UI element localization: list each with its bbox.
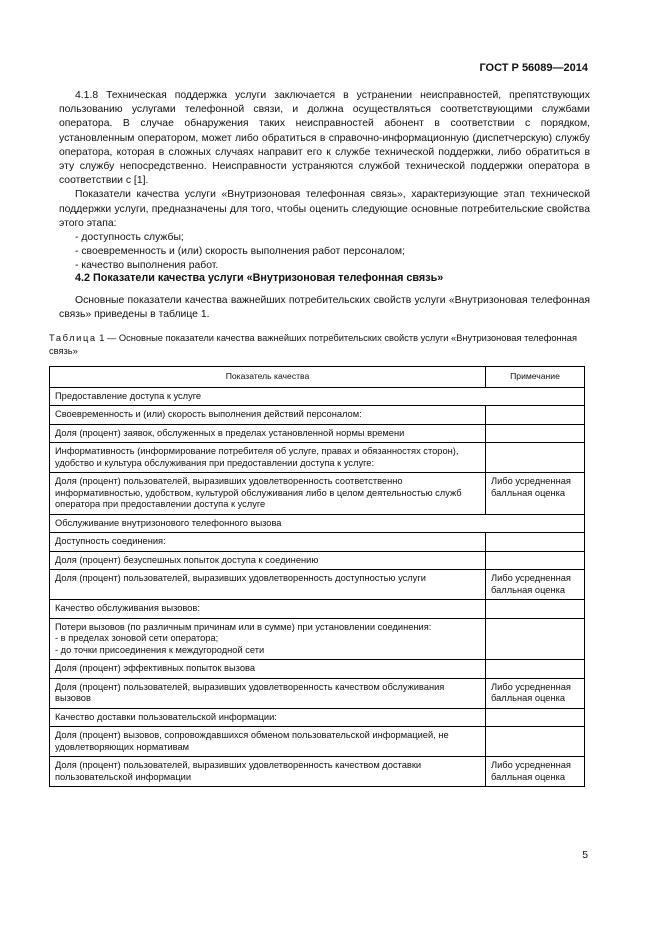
table-row: [50, 473, 585, 515]
note-cell: Либо усредненная балльная оценка: [486, 473, 585, 515]
note-cell: [486, 618, 585, 660]
note-cell: Либо усредненная балльная оценка: [486, 678, 585, 708]
list-item: - качество выполнения работ.: [75, 260, 219, 272]
note-cell: [486, 406, 585, 425]
indicator-cell: Информативность (информирование потребителя об услуге, правах и обязанностях сторон), удобство и культура обслуживания при предоставлении доступа к услуге:: [50, 443, 486, 473]
quality-indicators-table: [49, 366, 585, 787]
indicator-cell: Своевременность и (или) скорость выполнения действий персоналом:: [50, 406, 486, 425]
table-caption-label: Таблица: [49, 333, 97, 343]
note-cell: [486, 551, 585, 570]
section-title: 4.2 Показатели качества услуги «Внутризоновая телефонная связь»: [75, 272, 444, 284]
group-title-cell: Обслуживание внутризонового телефонного вызова: [50, 514, 585, 533]
note-cell: [486, 660, 585, 679]
section-intro: Основные показатели качества важнейших потребительских свойств услуги «Внутризоновая телефонная связь» приведены в таблице 1.: [59, 295, 590, 321]
table-header-row: [50, 367, 585, 388]
paragraph: Показатели качества услуги «Внутризоновая телефонная связь», характеризующие этап технической поддержки услуги, предназначены для того, чтобы оценить следующие основные потребительские свойства этого этапа:: [59, 189, 590, 229]
indicator-cell: Доля (процент) заявок, обслуженных в пределах установленной нормы времени: [50, 424, 486, 443]
list-item: - доступность службы;: [75, 232, 184, 244]
paragraph: 4.1.8 Техническая поддержка услуги заключается в устранении неисправностей, препятствующих пользованию услугами телефонной связи, и должна осуществляться соответствующими службами оператора. В случае обнаружения таких неисправностей абонент в соответствии с порядком, установленным оператором, может либо обратиться в справочно-информационную (диспетчерскую) службу оператора, которая в сложных случаях направит его к службе технической поддержки, либо обратиться в эту службу непосредственно. Неисправности устраняются службой технической поддержки оператора в соответствии с [1].: [59, 90, 590, 187]
indicator-cell: Доля (процент) безуспешных попыток доступа к соединению: [50, 551, 486, 570]
table-caption: [49, 332, 589, 357]
note-cell: [486, 600, 585, 619]
indicator-cell: Доступность соединения:: [50, 533, 486, 552]
table-row: [50, 618, 585, 660]
indicator-cell: Качество доставки пользовательской информации:: [50, 708, 486, 727]
table-row: [50, 424, 585, 443]
indicator-cell: Доля (процент) эффективных попыток вызова: [50, 660, 486, 679]
table-row: [50, 727, 585, 757]
indicator-cell: Потери вызовов (по различным причинам или в сумме) при установлении соединения: - в пределах зоновой сети оператора; - до точки присоединения к междугородной сети: [50, 618, 486, 660]
indicator-cell: Доля (процент) пользователей, выразивших удовлетворенность соответственно информативностью, удобством, культурой обслуживания либо в целом деятельностью служб оператора при предоставлении доступа к услуге: [50, 473, 486, 515]
note-cell: [486, 443, 585, 473]
column-header-note: Примечание: [486, 367, 585, 388]
note-cell: Либо усредненная балльная оценка: [486, 757, 585, 787]
table-row: [50, 600, 585, 619]
table-row: [50, 570, 585, 600]
indicator-cell: Доля (процент) пользователей, выразивших удовлетворенность качеством доставки пользовательской информации: [50, 757, 486, 787]
list-item: - своевременность и (или) скорость выполнения работ персоналом;: [75, 246, 405, 258]
indicator-cell: Доля (процент) пользователей, выразивших удовлетворенность доступностью услуги: [50, 570, 486, 600]
table-row: [50, 443, 585, 473]
body-text: [59, 89, 590, 274]
indicator-cell: Качество обслуживания вызовов:: [50, 600, 486, 619]
indicator-cell: Доля (процент) вызовов, сопровождавшихся обменом пользовательской информацией, не удовлетворяющих нормативам: [50, 727, 486, 757]
note-cell: [486, 727, 585, 757]
note-cell: [486, 533, 585, 552]
table-group-row: [50, 387, 585, 406]
column-header-indicator: Показатель качества: [50, 367, 486, 388]
note-cell: [486, 708, 585, 727]
table-body: [50, 387, 585, 787]
page-number: 5: [582, 850, 588, 861]
table-row: [50, 660, 585, 679]
table-row: [50, 533, 585, 552]
note-cell: [486, 424, 585, 443]
table-row: [50, 551, 585, 570]
table-row: [50, 678, 585, 708]
table-row: [50, 708, 585, 727]
table-row: [50, 406, 585, 425]
indicator-cell: Доля (процент) пользователей, выразивших удовлетворенность качеством обслуживания вызовов: [50, 678, 486, 708]
group-title-cell: Предоставление доступа к услуге: [50, 387, 585, 406]
table-caption-text: 1 — Основные показатели качества важнейших потребительских свойств услуги «Внутризоновая телефонная связь»: [49, 333, 577, 356]
document-header: ГОСТ Р 56089—2014: [479, 62, 588, 74]
table-row: [50, 757, 585, 787]
table-group-row: [50, 514, 585, 533]
note-cell: Либо усредненная балльная оценка: [486, 570, 585, 600]
